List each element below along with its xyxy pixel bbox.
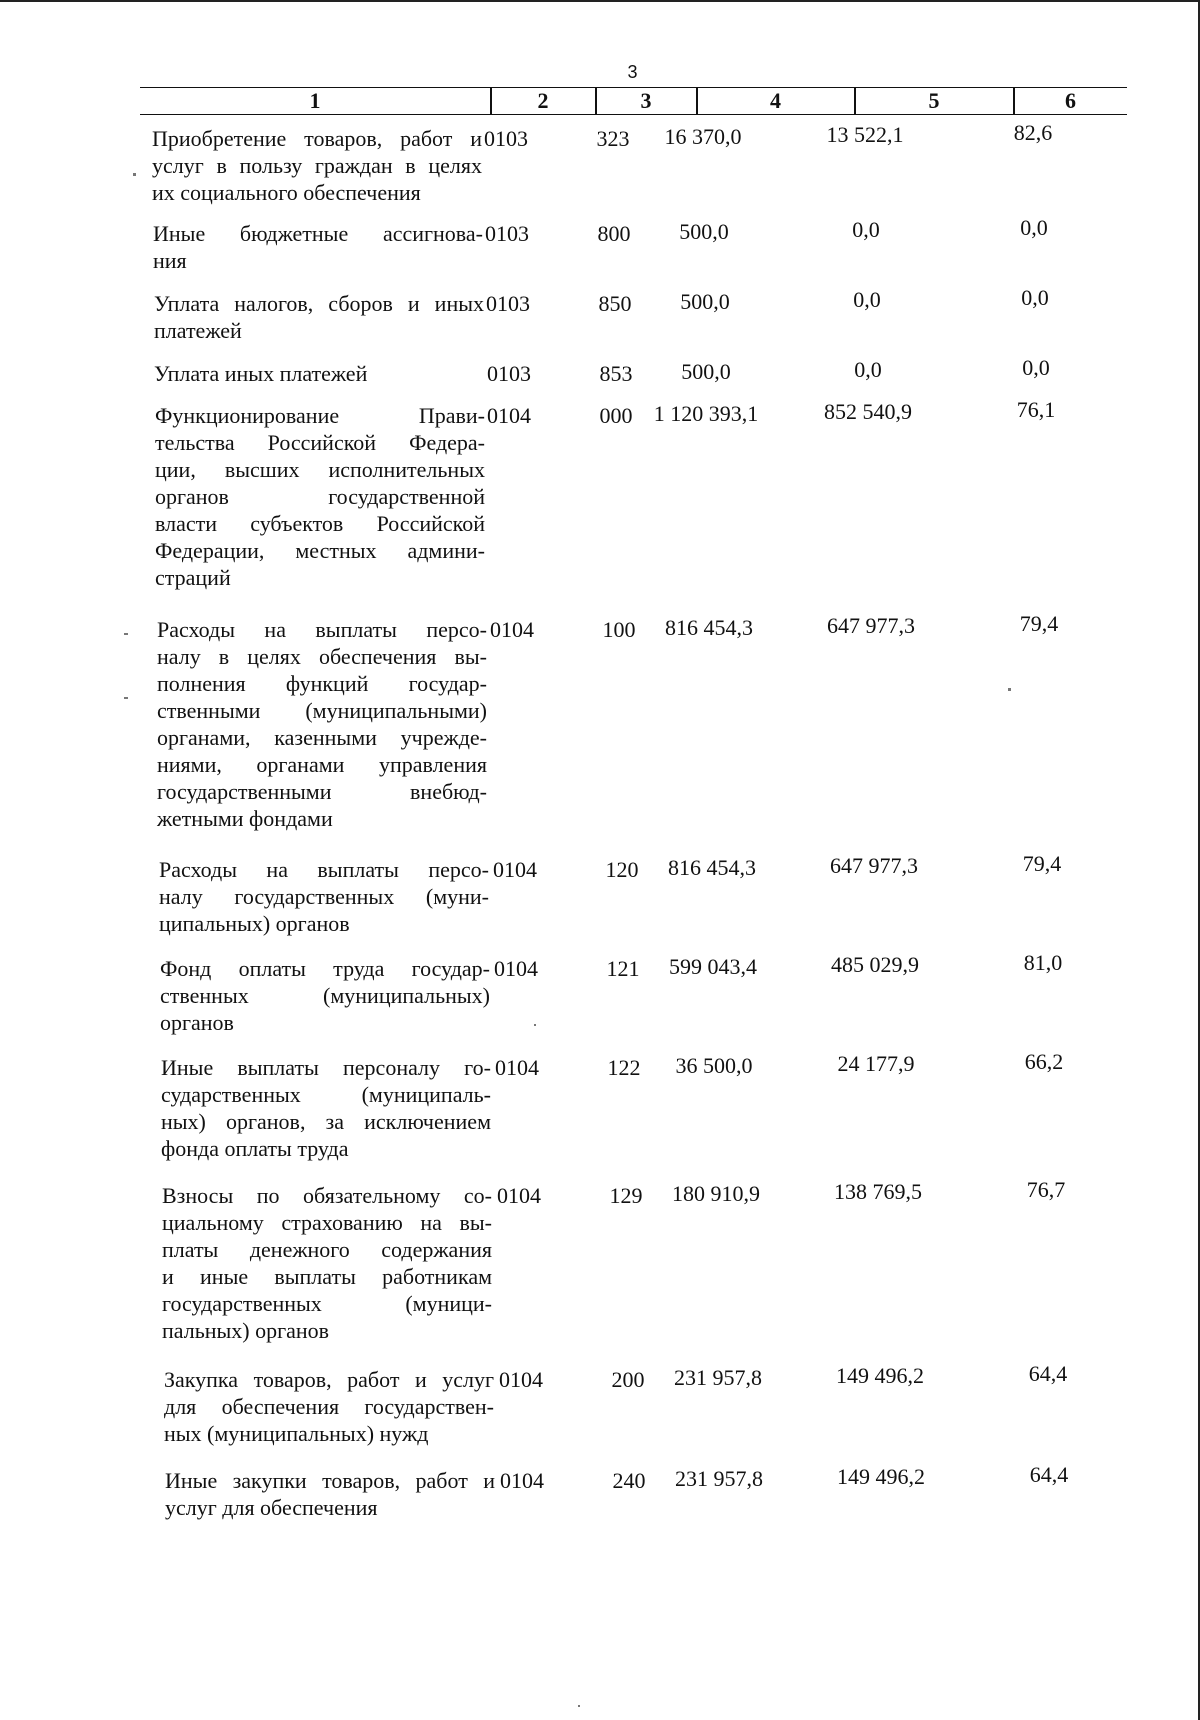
cell-plan: 816 454,3 [665,615,753,640]
header-col-1: 1 [309,88,321,113]
cell-type: 120 [605,857,639,882]
cell-section: 0103 [486,291,530,316]
description-line: фонда оплаты труда [161,1136,349,1161]
cell-description [160,955,490,1036]
description-line: Уплата иных платежей [154,361,368,386]
cell-actual: 485 029,9 [831,952,919,977]
cell-plan: 180 910,9 [672,1181,760,1206]
description-line: для обеспечения государствен- [164,1394,494,1419]
description-line: пальных) органов [162,1318,330,1343]
page-top-edge [0,0,1200,2]
description-line: государственных (муници- [162,1291,492,1316]
cell-plan: 1 120 393,1 [653,401,759,426]
cell-actual: 0,0 [852,217,880,242]
description-line: власти субъектов Российской [155,511,485,536]
cell-actual: 647 977,3 [827,613,915,638]
cell-type: 000 [599,403,633,428]
description-line: полнения функций государ- [157,671,487,696]
scan-speck [534,1024,536,1026]
cell-description [162,1182,492,1344]
cell-type: 100 [602,617,636,642]
cell-actual: 24 177,9 [837,1051,915,1076]
description-line: Федерации, местных админи- [155,538,485,563]
description-line: сударственных (муниципаль- [161,1082,491,1107]
cell-percent: 64,4 [1028,1361,1068,1386]
description-line: Взносы по обязательному со- [162,1183,492,1208]
header-col-4: 4 [770,88,781,113]
cell-actual: 0,0 [853,287,881,312]
description-line: Фонд оплаты труда государ- [160,956,490,981]
description-line: органов государственной [155,484,485,509]
cell-plan: 16 370,0 [664,124,742,149]
description-line: Иные выплаты персоналу го- [161,1055,491,1080]
cell-actual: 13 522,1 [826,122,904,147]
cell-description [157,616,487,832]
cell-type: 121 [606,956,640,981]
cell-actual: 149 496,2 [837,1464,925,1489]
cell-plan: 231 957,8 [675,1466,763,1491]
cell-plan: 36 500,0 [675,1053,753,1078]
cell-description [154,360,484,387]
cell-description [159,856,489,937]
cell-plan: 500,0 [681,359,731,384]
cell-percent: 76,1 [1016,397,1056,422]
description-line: органами, казенными учрежде- [157,725,487,750]
cell-section: 0104 [499,1367,543,1392]
header-col-6: 6 [1065,88,1076,113]
cell-section: 0103 [484,126,528,151]
cell-percent: 66,2 [1024,1049,1064,1074]
description-line: Закупка товаров, работ и услуг [164,1367,494,1392]
cell-percent: 0,0 [1022,355,1050,380]
scan-speck [133,173,136,176]
description-line: Иные бюджетные ассигнова- [153,221,483,246]
cell-description [164,1366,494,1447]
cell-percent: 82,6 [1013,120,1053,145]
description-line: ципальных) органов [159,911,350,936]
description-line: Приобретение товаров, работ и [152,126,482,151]
cell-section: 0104 [490,617,534,642]
cell-type: 850 [598,291,632,316]
description-line: их социального обеспечения [152,180,421,205]
description-line: ции, высших исполнительных [155,457,485,482]
cell-description [152,125,482,206]
cell-plan: 500,0 [679,219,729,244]
description-line: страций [155,565,231,590]
description-line: ных) органов, за исключением [161,1109,491,1134]
cell-section: 0103 [485,221,529,246]
description-line: услуг в пользу граждан в целях [152,153,482,178]
cell-type: 240 [612,1468,646,1493]
description-line: Расходы на выплаты персо- [159,857,489,882]
description-line: Уплата налогов, сборов и иных [154,291,484,316]
cell-actual: 0,0 [854,357,882,382]
cell-plan: 599 043,4 [669,954,757,979]
cell-section: 0104 [487,403,531,428]
page-number: 3 [627,62,638,82]
description-line: циальному страхованию на вы- [162,1210,492,1235]
description-line: государственными внебюд- [157,779,487,804]
header-col-3: 3 [640,88,652,113]
description-line: органов [160,1010,234,1035]
scan-speck [124,697,128,699]
cell-type: 129 [609,1183,643,1208]
description-line: ния [153,248,187,273]
description-line: ных (муниципальных) нужд [164,1421,429,1446]
cell-actual: 647 977,3 [830,853,918,878]
description-line: Функционирование Прави- [155,403,485,428]
scan-speck [1008,688,1011,691]
cell-plan: 816 454,3 [668,855,756,880]
table-header [140,87,1127,115]
cell-section: 0103 [487,361,531,386]
cell-section: 0104 [495,1055,539,1080]
description-line: ниями, органами управления [157,752,487,777]
description-line: налу в целях обеспечения вы- [157,644,487,669]
description-line: тельства Российской Федера- [155,430,485,455]
cell-percent: 0,0 [1021,285,1049,310]
cell-actual: 138 769,5 [834,1179,922,1204]
cell-percent: 0,0 [1020,215,1048,240]
description-line: платы денежного содержания [162,1237,492,1262]
cell-actual: 149 496,2 [836,1363,924,1388]
cell-description [153,220,483,274]
cell-description [165,1467,495,1521]
cell-description [154,290,484,344]
header-col-5: 5 [928,88,940,113]
description-line: услуг для обеспечения [165,1495,378,1520]
scan-speck [124,633,128,635]
cell-section: 0104 [497,1183,541,1208]
header-col-2: 2 [537,88,549,113]
cell-section: 0104 [500,1468,544,1493]
description-line: платежей [154,318,242,343]
description-line: ственными (муниципальными) [157,698,487,723]
cell-percent: 79,4 [1019,611,1059,636]
cell-type: 122 [607,1055,641,1080]
scan-speck [578,1705,580,1707]
cell-section: 0104 [493,857,537,882]
cell-percent: 64,4 [1029,1462,1069,1487]
description-line: Расходы на выплаты персо- [157,617,487,642]
cell-section: 0104 [494,956,538,981]
description-line: ственных (муниципальных) [160,983,490,1008]
cell-type: 200 [611,1367,645,1392]
description-line: Иные закупки товаров, работ и [165,1468,495,1493]
description-line: жетными фондами [157,806,333,831]
cell-percent: 81,0 [1023,950,1063,975]
cell-type: 853 [599,361,633,386]
description-line: и иные выплаты работникам [162,1264,492,1289]
cell-type: 323 [596,126,630,151]
cell-plan: 500,0 [680,289,730,314]
cell-type: 800 [597,221,631,246]
description-line: налу государственных (муни- [159,884,489,909]
cell-actual: 852 540,9 [824,399,912,424]
cell-description [161,1054,491,1162]
cell-percent: 76,7 [1026,1177,1066,1202]
cell-plan: 231 957,8 [674,1365,762,1390]
cell-percent: 79,4 [1022,851,1062,876]
cell-description [155,402,485,591]
